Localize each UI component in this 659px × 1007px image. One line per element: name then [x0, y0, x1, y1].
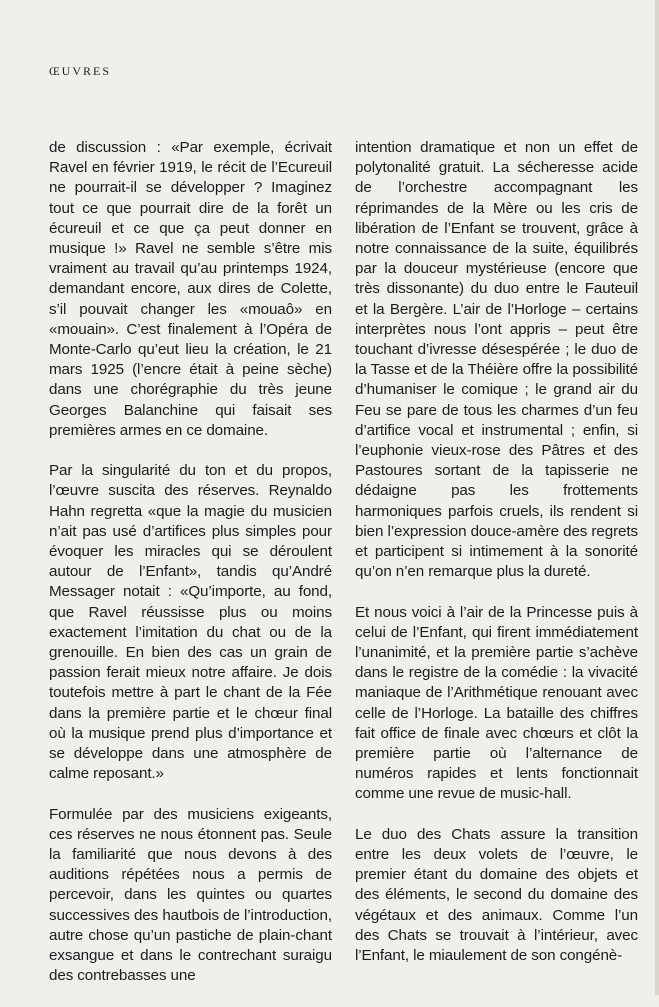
paragraph: intention dramatique et non un effet de polytonalité gratuit. La sécheresse acide de l’orchestre accompagnant les réprimandes de la Mère ou les cris de libération de l’Enfant se trouvent, grâce à notre connaissance de la suite, équilibrés par la douceur mystérieuse (encore que très dissonante) du duo entre le Fauteuil et la Bergère. L’air de l’Horloge – certains interprètes nous l’ont appris – peut être touchant d’ivresse désespérée ; le duo de la Tasse et de la Théière offre la possibilité d’humaniser le comique ; le grand air du Feu se pare de tous les charmes d’un feu d’artifice vocal et instrumental ; enfin, si l’euphonie vieux-rose des Pâtres et des Pastoures sortant de la tapisserie ne dédaigne pas les frottements harmoniques parfois cruels, ils rendent si bien l’expression douce-amère des regrets et participent si intimement à la sonorité qu’on n’en remarque plus la dureté. [355, 139, 638, 581]
paragraph: Le duo des Chats assure la transition entre les deux volets de l’œuvre, le premier étant du domaine des objets et des éléments, le second du domaine des végétaux et des animaux. Comme l’un des Chats se trouvait à l’intérieur, avec l’Enfant, le miaulement de son congénè- [355, 825, 638, 965]
page-edge [655, 0, 659, 995]
left-column [49, 138, 332, 1007]
running-head: ŒUVRES [49, 64, 112, 78]
paragraph: Par la singularité du ton et du propos, l’œuvre suscita des réserves. Reynaldo Hahn regretta «que la magie du musicien n’ait pas usé d’artifices plus simples pour évoquer les miracles qui se déroulent autour de l’Enfant», tandis qu’André Messager notait : «Qu’importe, au fond, que Ravel réussisse plus ou moins exactement l’imitation du chat ou de la grenouille. En bien des cas un grain de passion ferait mieux notre affaire. Je dois toutefois mettre à part le chant de la Fée dans la première partie et le chœur final où la musique prend plus d’importance et se développe dans une atmosphère de calme reposant.» [49, 462, 332, 783]
paragraph: Formulée par des musiciens exigeants, ces réserves ne nous étonnent pas. Seule la familiarité que nous devons à des auditions répétées nous a permis de percevoir, dans les quintes ou quartes successives des hautbois de l’introduction, autre chose qu’un pastiche de plain-chant exsangue et dans le contrechant suraigu des contrebasses une [49, 805, 332, 985]
paragraph: Et nous voici à l’air de la Princesse puis à celui de l’Enfant, qui firent immédiatement l’unanimité, et la première partie s’achève dans le registre de la comédie : la vivacité maniaque de l’Arithmétique renouant avec celle de l’Horloge. La bataille des chiffres fait office de finale avec chœurs et clôt la première partie où l’alternance de numéros rapides et lents fonctionnait comme une revue de music-hall. [355, 603, 638, 803]
paragraph: de discussion : «Par exemple, écrivait Ravel en février 1919, le récit de l’Ecureuil ne pourrait-il se développer ? Imaginez tout ce que pourrait dire de la forêt un écureuil et ce que ça peut donner en musique !» Ravel ne semble s’être mis vraiment au travail qu’au printemps 1924, demandant encore, aux dires de Colette, s’il pouvait changer les «mouaô» en «mouain». C’est finalement à l’Opéra de Monte-Carlo qu’eut lieu la création, le 21 mars 1925 (l’encre était à peine sèche) dans une chorégraphie du très jeune Georges Balanchine qui faisait ses premières armes en ce domaine. [49, 139, 332, 439]
right-column [355, 138, 638, 986]
